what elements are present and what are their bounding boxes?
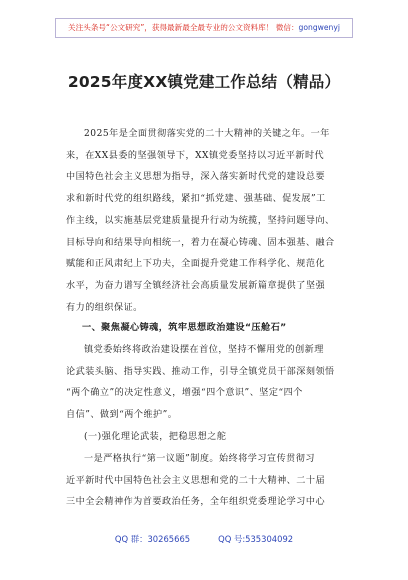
text-line: 有力的组织保证。 xyxy=(66,302,143,313)
banner-wechat-id: gongwenyj xyxy=(298,23,340,32)
subsection-heading xyxy=(66,427,356,449)
banner-text: 关注头条号“公文研究”，获得最新最全最专业的公文资料库！ 微信： xyxy=(68,23,299,32)
text-line: 来，在XX县委的坚强领导下，XX镇党委坚持以习近平新时代 xyxy=(66,150,325,161)
text-line: 水平，为奋力谱写全镇经济社会高质量发展新篇章提供了坚强 xyxy=(66,280,326,291)
intro-paragraph xyxy=(66,124,356,340)
section-heading: 一、聚焦凝心铸魂，筑牢思想政治建设“压舱石” xyxy=(82,322,287,333)
qq-group-number: QQ 群：30265665 xyxy=(114,534,191,544)
text-line: “两个确立”的决定性意义，增强“四个意识”、坚定“四个 xyxy=(66,388,303,399)
text-line: 近平新时代中国特色社会主义思想和党的二十大精神、二十届 xyxy=(66,475,326,486)
promo-banner xyxy=(55,18,353,38)
text-line: 赋能和正风肃纪上下功夫，全面提升党建工作科学化、规范化 xyxy=(66,259,326,270)
text-line: 镇党委始终将政治建设摆在首位，坚持不懈用党的创新理 xyxy=(84,345,324,355)
section-paragraph xyxy=(66,340,356,427)
qq-number: QQ 号:535304092 xyxy=(218,534,294,544)
text-line: 三中全会精神作为首要政治任务，全年组织党委理论学习中心 xyxy=(66,497,326,508)
document-title: 2025年度XX镇党建工作总结（精品） xyxy=(67,73,341,91)
text-line: 自信”、做到“两个维护”。 xyxy=(66,410,178,421)
text-line: 2025年是全面贯彻落实党的二十大精神的关键之年。一年 xyxy=(84,129,330,139)
text-line: 中国特色社会主义思想为指导，深入落实新时代党的建设总要 xyxy=(66,172,326,183)
text-line: 论武装头脑、指导实践、推动工作，引导全镇党员干部深刻领悟 xyxy=(66,366,335,377)
text-line: 目标导向和结果导向相统一，着力在凝心铸魂、固本强基、融合 xyxy=(66,237,335,248)
text-line: 作主线，以实施基层党建质量提升行动为统揽，坚持问题导向、 xyxy=(66,215,335,226)
subsection-title: (一)强化理论武装，把稳思想之舵 xyxy=(84,432,227,442)
text-line: 求和新时代党的组织路线，紧扣“抓党建、强基础、促发展”工 xyxy=(66,194,326,205)
text-line: 一是严格执行“第一议题”制度。始终将学习宣传贯彻习 xyxy=(84,454,315,464)
footer-contact xyxy=(0,533,408,545)
subsection-paragraph xyxy=(66,449,356,514)
